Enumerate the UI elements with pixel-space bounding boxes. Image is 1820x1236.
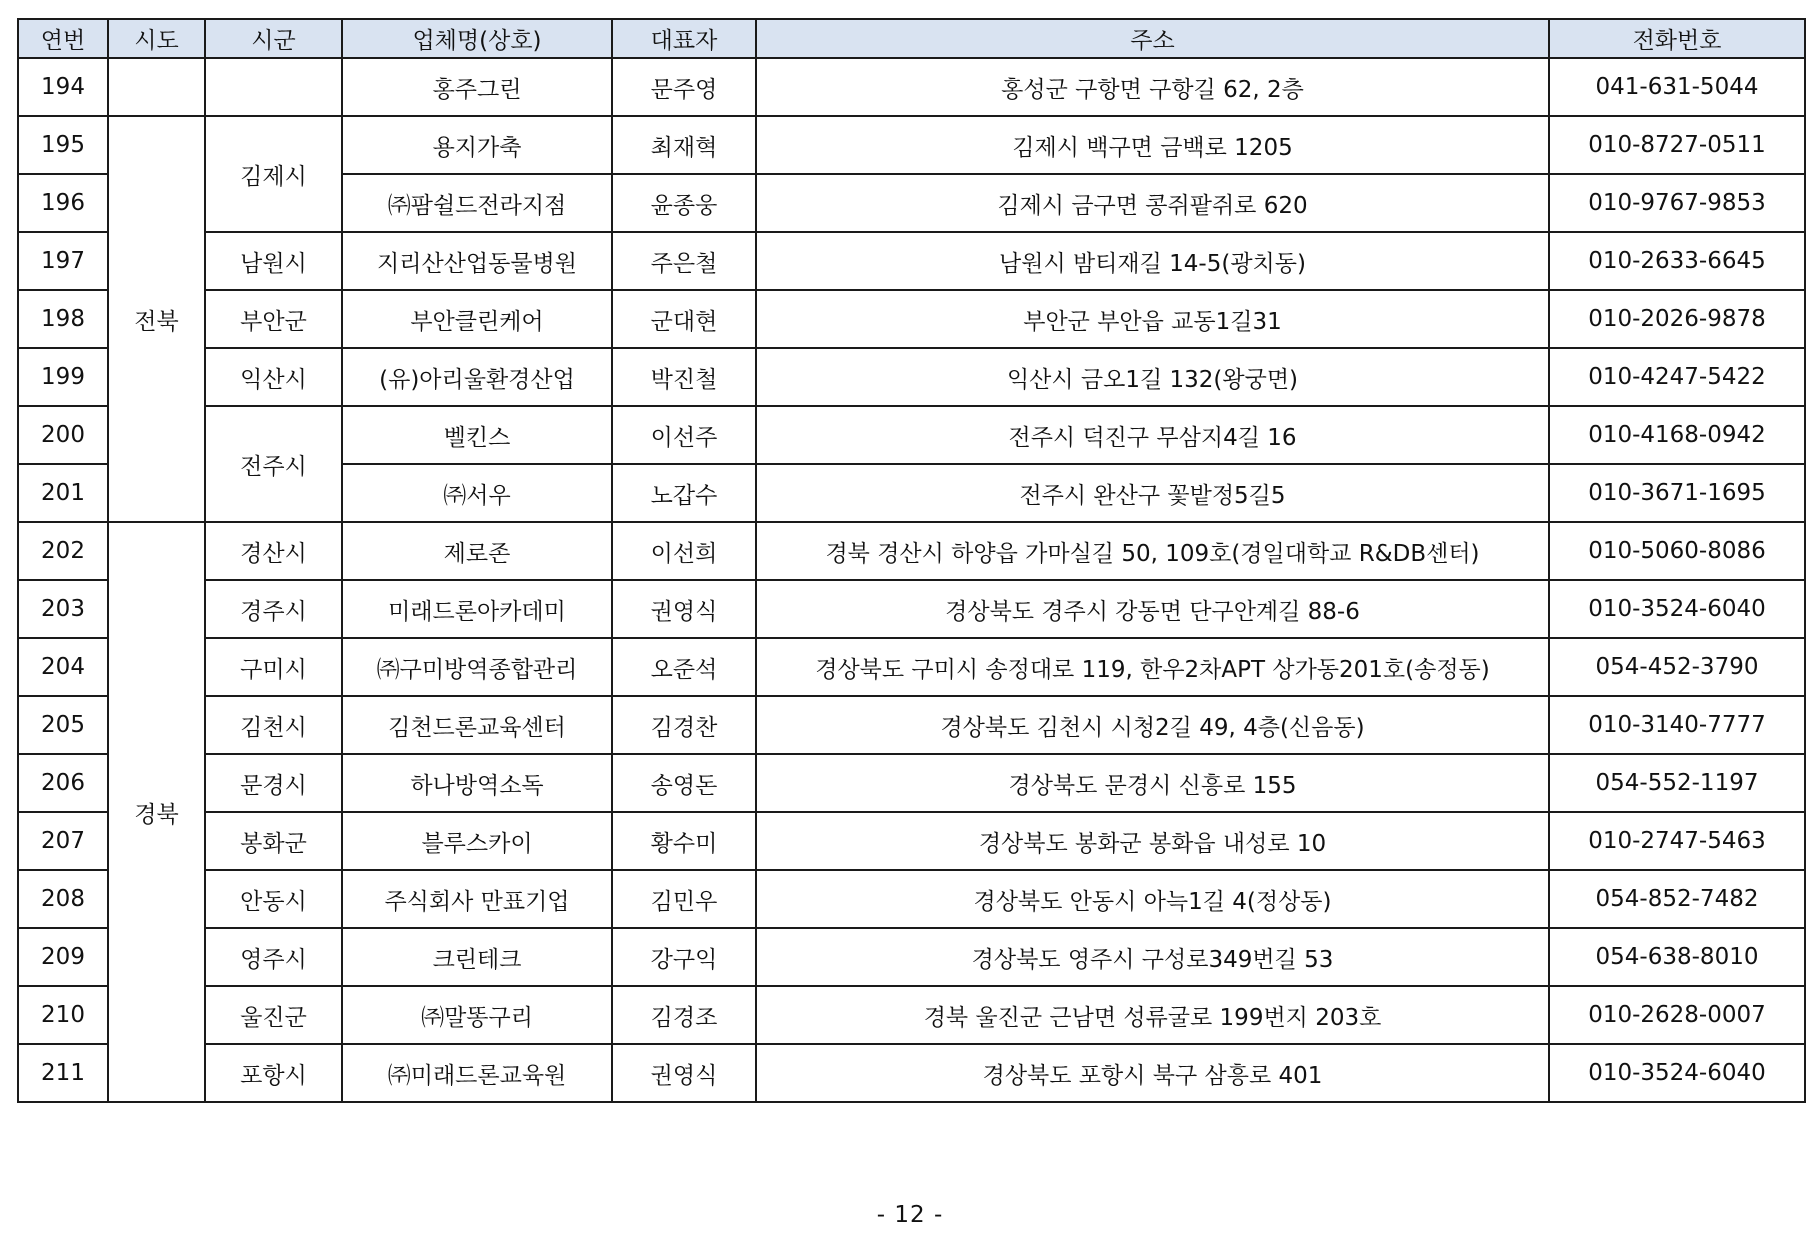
row-representative: 박진철	[612, 348, 756, 406]
row-representative: 권영식	[612, 580, 756, 638]
row-phone: 054-452-3790	[1549, 638, 1805, 696]
row-phone: 010-3524-6040	[1549, 580, 1805, 638]
row-number: 202	[18, 522, 108, 580]
row-phone: 010-3140-7777	[1549, 696, 1805, 754]
row-number: 204	[18, 638, 108, 696]
row-address: 익산시 금오1길 132(왕궁면)	[756, 348, 1549, 406]
row-sigun: 경주시	[205, 580, 342, 638]
table-row	[18, 754, 1805, 812]
table-row	[18, 986, 1805, 1044]
row-number: 201	[18, 464, 108, 522]
row-company-name: 주식회사 만표기업	[342, 870, 612, 928]
row-number: 196	[18, 174, 108, 232]
table-row	[18, 522, 1805, 580]
table-row	[18, 580, 1805, 638]
row-representative: 이선희	[612, 522, 756, 580]
row-company-name: (유)아리울환경산업	[342, 348, 612, 406]
row-company-name: 김천드론교육센터	[342, 696, 612, 754]
table-row	[18, 696, 1805, 754]
header-no: 연번	[18, 19, 108, 58]
row-representative: 문주영	[612, 58, 756, 116]
row-phone: 054-552-1197	[1549, 754, 1805, 812]
table-row	[18, 58, 1805, 116]
table-row	[18, 232, 1805, 290]
row-company-name: ㈜팜쉴드전라지점	[342, 174, 612, 232]
row-representative: 김경찬	[612, 696, 756, 754]
header-row	[18, 19, 1805, 58]
row-representative: 윤종웅	[612, 174, 756, 232]
row-number: 194	[18, 58, 108, 116]
header-representative: 대표자	[612, 19, 756, 58]
row-phone: 010-2633-6645	[1549, 232, 1805, 290]
row-representative: 송영돈	[612, 754, 756, 812]
row-sigun: 문경시	[205, 754, 342, 812]
row-representative: 이선주	[612, 406, 756, 464]
row-sigun: 영주시	[205, 928, 342, 986]
page-number: - 12 -	[876, 1202, 944, 1228]
row-number: 208	[18, 870, 108, 928]
row-sido: 전북	[108, 116, 205, 522]
row-phone: 010-9767-9853	[1549, 174, 1805, 232]
row-sigun: 경산시	[205, 522, 342, 580]
row-number: 210	[18, 986, 108, 1044]
row-representative: 노갑수	[612, 464, 756, 522]
row-address: 부안군 부안읍 교동1길31	[756, 290, 1549, 348]
table-row	[18, 116, 1805, 174]
row-sigun: 익산시	[205, 348, 342, 406]
row-phone: 010-3671-1695	[1549, 464, 1805, 522]
row-phone: 010-2628-0007	[1549, 986, 1805, 1044]
row-representative: 주은철	[612, 232, 756, 290]
row-company-name: 벨킨스	[342, 406, 612, 464]
row-number: 199	[18, 348, 108, 406]
row-address: 경상북도 포항시 북구 삼흥로 401	[756, 1044, 1549, 1102]
row-company-name: ㈜서우	[342, 464, 612, 522]
row-phone: 010-3524-6040	[1549, 1044, 1805, 1102]
row-address: 경상북도 경주시 강동면 단구안계길 88-6	[756, 580, 1549, 638]
row-company-name: ㈜말똥구리	[342, 986, 612, 1044]
row-number: 209	[18, 928, 108, 986]
header-sigun: 시군	[205, 19, 342, 58]
row-number: 200	[18, 406, 108, 464]
row-sido	[108, 58, 205, 116]
row-representative: 권영식	[612, 1044, 756, 1102]
row-sigun	[205, 58, 342, 116]
table-row	[18, 812, 1805, 870]
row-company-name: 크린테크	[342, 928, 612, 986]
table-row	[18, 406, 1805, 464]
row-representative: 오준석	[612, 638, 756, 696]
row-phone: 010-8727-0511	[1549, 116, 1805, 174]
row-address: 경상북도 구미시 송정대로 119, 한우2차APT 상가동201호(송정동)	[756, 638, 1549, 696]
row-phone: 010-2026-9878	[1549, 290, 1805, 348]
row-company-name: 홍주그린	[342, 58, 612, 116]
table-row	[18, 290, 1805, 348]
row-sigun: 김천시	[205, 696, 342, 754]
row-number: 195	[18, 116, 108, 174]
table-row	[18, 1044, 1805, 1102]
row-address: 전주시 덕진구 무삼지4길 16	[756, 406, 1549, 464]
row-sigun: 부안군	[205, 290, 342, 348]
row-address: 경상북도 김천시 시청2길 49, 4층(신음동)	[756, 696, 1549, 754]
row-address: 경북 경산시 하양읍 가마실길 50, 109호(경일대학교 R&DB센터)	[756, 522, 1549, 580]
row-company-name: ㈜미래드론교육원	[342, 1044, 612, 1102]
row-address: 경상북도 영주시 구성로349번길 53	[756, 928, 1549, 986]
row-address: 남원시 밤티재길 14-5(광치동)	[756, 232, 1549, 290]
row-company-name: 블루스카이	[342, 812, 612, 870]
row-address: 김제시 금구면 콩쥐팥쥐로 620	[756, 174, 1549, 232]
row-company-name: 용지가축	[342, 116, 612, 174]
row-company-name: 미래드론아카데미	[342, 580, 612, 638]
table-row	[18, 348, 1805, 406]
row-address: 경상북도 봉화군 봉화읍 내성로 10	[756, 812, 1549, 870]
row-number: 203	[18, 580, 108, 638]
row-phone: 010-5060-8086	[1549, 522, 1805, 580]
table-row	[18, 928, 1805, 986]
header-address: 주소	[756, 19, 1549, 58]
row-sigun: 봉화군	[205, 812, 342, 870]
row-representative: 최재혁	[612, 116, 756, 174]
row-number: 197	[18, 232, 108, 290]
header-phone: 전화번호	[1549, 19, 1805, 58]
row-company-name: 제로존	[342, 522, 612, 580]
row-representative: 강구익	[612, 928, 756, 986]
table-row	[18, 870, 1805, 928]
row-company-name: 부안클린케어	[342, 290, 612, 348]
row-address: 경상북도 문경시 신흥로 155	[756, 754, 1549, 812]
row-sigun: 전주시	[205, 406, 342, 522]
row-phone: 041-631-5044	[1549, 58, 1805, 116]
row-company-name: 하나방역소독	[342, 754, 612, 812]
row-company-name: 지리산산업동물병원	[342, 232, 612, 290]
table-row	[18, 638, 1805, 696]
row-phone: 010-2747-5463	[1549, 812, 1805, 870]
row-sigun: 울진군	[205, 986, 342, 1044]
row-representative: 황수미	[612, 812, 756, 870]
row-number: 211	[18, 1044, 108, 1102]
row-address: 김제시 백구면 금백로 1205	[756, 116, 1549, 174]
row-address: 경북 울진군 근남면 성류굴로 199번지 203호	[756, 986, 1549, 1044]
row-address: 전주시 완산구 꽃밭정5길5	[756, 464, 1549, 522]
row-number: 206	[18, 754, 108, 812]
header-sido: 시도	[108, 19, 205, 58]
row-address: 홍성군 구항면 구항길 62, 2층	[756, 58, 1549, 116]
row-sigun: 구미시	[205, 638, 342, 696]
row-representative: 군대현	[612, 290, 756, 348]
row-representative: 김민우	[612, 870, 756, 928]
row-phone: 054-638-8010	[1549, 928, 1805, 986]
row-representative: 김경조	[612, 986, 756, 1044]
row-number: 207	[18, 812, 108, 870]
row-phone: 010-4168-0942	[1549, 406, 1805, 464]
row-number: 205	[18, 696, 108, 754]
row-sigun: 김제시	[205, 116, 342, 232]
header-company-name: 업체명(상호)	[342, 19, 612, 58]
row-address: 경상북도 안동시 아늑1길 4(정상동)	[756, 870, 1549, 928]
row-phone: 054-852-7482	[1549, 870, 1805, 928]
vendor-table	[17, 18, 1806, 1103]
row-sigun: 포항시	[205, 1044, 342, 1102]
row-sigun: 남원시	[205, 232, 342, 290]
row-sigun: 안동시	[205, 870, 342, 928]
row-company-name: ㈜구미방역종합관리	[342, 638, 612, 696]
row-sido: 경북	[108, 522, 205, 1102]
row-phone: 010-4247-5422	[1549, 348, 1805, 406]
row-number: 198	[18, 290, 108, 348]
